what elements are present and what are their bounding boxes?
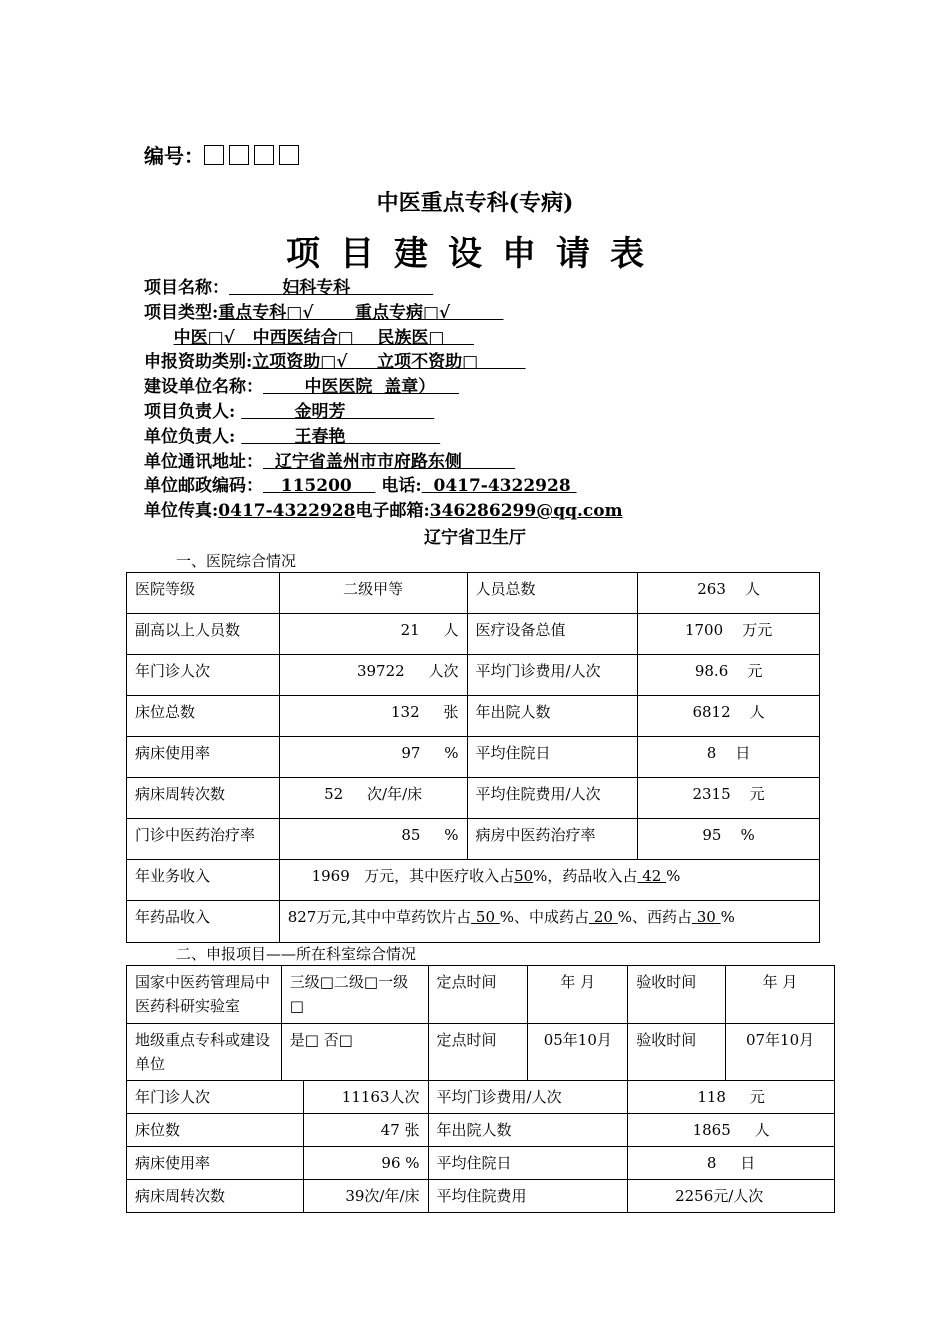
unit2: 元 [749,785,765,803]
unit1: 次/年/床 [367,785,423,803]
value2: 1700 [684,621,724,639]
income-drug-pct: 42 [642,867,662,885]
department-summary-body [127,1081,835,1213]
income-amount: 1969 [311,867,350,885]
key-spec-accept-label: 验收时间 [628,1024,726,1081]
label2: 平均住院日 [428,1147,628,1180]
cell-value2 [628,1180,835,1213]
cell-value2 [638,655,820,696]
unit-name-label: 建设单位名称： [144,377,263,398]
unit1: % [444,744,459,762]
unit2: 万元 [742,621,773,639]
label2: 平均住院费用 [428,1180,628,1213]
cell-value1 [279,737,467,778]
herbal-pct: 50 [475,908,495,926]
value2: 1865 [692,1121,731,1139]
section2-title: 二、申报项目——所在科室综合情况 [176,945,417,963]
table-row [127,860,820,901]
email-value: 346286299@qq.com [429,501,623,522]
unit2: 人 [749,703,765,721]
table-row [127,737,820,778]
value2: 95 [702,826,722,844]
lab-label: 国家中医药管理局中医药科研实验室 [127,966,282,1024]
serial-box-3 [254,145,274,165]
cell-value1 [279,696,467,737]
value1: 97 [401,744,421,762]
value1: 39次/年/床 [303,1180,428,1213]
drug-income-text1: 827万元,其中中草药饮片占 [287,908,472,926]
unit2: 日 [740,1154,756,1172]
label1: 医院等级 [127,573,280,614]
unit-name-text: 中医医院 盖章） [304,377,436,398]
label2: 平均门诊费用/人次 [428,1081,628,1114]
label2: 平均门诊费用/人次 [467,655,638,696]
value2: 98.6 [694,662,729,680]
unit2: 元 [747,662,763,680]
project-lead-label: 项目负责人: [144,401,236,422]
patent-pct: 20 [593,908,613,926]
project-lead-value [241,402,434,422]
value1: 二级甲等 [343,580,404,598]
phone-label: 电话: [381,476,422,497]
label1: 门诊中医药治疗率 [127,819,280,860]
funding-label: 申报资助类别: [144,352,253,373]
lab-accept-value: 年 月 [726,966,835,1024]
cell-value1 [279,819,467,860]
serial-number [144,140,304,169]
patent-pct-wrap [589,908,618,926]
key-spec-yesno: 是□ 否□ [281,1024,428,1081]
value1: 52 [324,785,344,803]
document-subtitle: 项目建设申请表 [286,234,664,274]
unit-lead-value [241,427,440,447]
value2: 2315 [692,785,731,803]
department-summary-table [126,965,835,1213]
value2: 2256元/人次 [675,1187,764,1205]
funding-value [252,352,525,372]
income-medical-pct: 50 [514,867,534,885]
table-row [127,819,820,860]
project-type-text-2: 中医□√ 中西医结合□ 民族医□ [173,327,445,348]
drug-income-label: 年药品收入 [127,901,280,943]
unit-name-value [263,377,459,397]
cell-value2 [638,778,820,819]
postcode-label: 单位邮政编码： [144,476,263,497]
table-row [127,1024,835,1081]
postcode-text: 115200 [280,476,352,497]
table-row [127,614,820,655]
cell-value2 [628,1147,835,1180]
unit2: 元 [749,1088,765,1106]
lab-fixed-value: 年 月 [528,966,628,1024]
address-value [263,452,515,472]
drug-income-text4: % [720,908,735,926]
unit1: 人 [443,621,459,639]
cell-value2 [628,1081,835,1114]
table-row [127,573,820,614]
field-funding [144,350,623,375]
label1: 病床使用率 [127,737,280,778]
label1: 年门诊人次 [127,1081,304,1114]
key-spec-accept-value: 07年10月 [726,1024,835,1081]
section1-title: 一、医院综合情况 [176,552,297,570]
label2: 年出院人数 [467,696,638,737]
cell-value2 [638,696,820,737]
table-row [127,696,820,737]
value1: 11163人次 [303,1081,428,1114]
income-text1: 万元，其中医疗收入占 [364,867,515,885]
cell-value2 [638,819,820,860]
cell-value1 [279,614,467,655]
cell-value1 [279,655,467,696]
unit2: 日 [735,744,751,762]
label1: 副高以上人员数 [127,614,280,655]
value1: 132 [391,703,420,721]
value2: 8 [706,744,717,762]
project-name-value [229,278,433,298]
unit1: 张 [443,703,459,721]
postcode-value [263,476,375,496]
label2: 病房中医药治疗率 [467,819,638,860]
label1: 病床周转次数 [127,778,280,819]
serial-number-label: 编号： [144,144,204,168]
field-postcode-phone [144,474,623,499]
label2: 年出院人数 [428,1114,628,1147]
label2: 人员总数 [467,573,638,614]
table-row [127,966,835,1024]
cell-value2 [638,737,820,778]
phone-value [422,476,577,496]
field-project-lead [144,400,623,425]
unit-lead-text: 王春艳 [294,426,346,447]
unit2: 人 [754,1121,770,1139]
address-text: 辽宁省盖州市市府路东侧 [274,451,462,472]
field-project-type [144,301,623,326]
drug-income-text3: %、西药占 [617,908,692,926]
unit-lead-label: 单位负责人: [144,426,236,447]
value2: 8 [706,1154,717,1172]
western-pct: 30 [696,908,716,926]
label2: 医疗设备总值 [467,614,638,655]
unit2: 人 [744,580,760,598]
label1: 病床周转次数 [127,1180,304,1213]
table-row [127,1147,835,1180]
project-lead-text: 金明芳 [294,401,346,422]
western-pct-wrap [692,908,721,926]
address-label: 单位通讯地址： [144,451,263,472]
key-spec-label: 地级重点专科或建设单位 [127,1024,282,1081]
unit1: % [444,826,459,844]
field-unit-lead [144,425,623,450]
hospital-summary-body [127,573,820,860]
lab-levels: 三级□二级□一级□ [281,966,428,1024]
email-label: 电子邮箱: [355,501,430,522]
income-label: 年业务收入 [127,860,280,901]
field-project-type-2 [144,326,623,351]
unit2: % [740,826,755,844]
income-text3: % [666,867,681,885]
fax-value: 0417-4322928 [218,501,356,522]
drug-income-text2: %、中成药占 [499,908,590,926]
label1: 床位数 [127,1114,304,1147]
table-row [127,1114,835,1147]
value2: 263 [697,580,726,598]
income-text2: %，药品收入占 [533,867,638,885]
serial-box-1 [204,145,224,165]
value2: 118 [697,1088,726,1106]
cell-value2 [638,614,820,655]
funding-text: 立项资助□√ 立项不资助□ [252,352,479,373]
table-row [127,1180,835,1213]
table-row [127,901,820,943]
table-row [127,1081,835,1114]
income-drug-pct-wrap [637,867,666,885]
field-address [144,450,623,475]
field-unit-name [144,375,623,400]
field-project-name [144,276,623,301]
hospital-summary-table [126,572,820,943]
cell-value1 [279,573,467,614]
label1: 床位总数 [127,696,280,737]
label1: 病床使用率 [127,1147,304,1180]
fax-label: 单位传真: [144,501,219,522]
lab-fixed-label: 定点时间 [428,966,528,1024]
serial-box-2 [229,145,249,165]
value1: 39722 [356,662,405,680]
key-spec-fixed-value: 05年10月 [528,1024,628,1081]
table-row [127,655,820,696]
project-name-text: 妇科专科 [282,278,351,298]
value2: 6812 [692,703,731,721]
value1: 85 [401,826,421,844]
table-row [127,778,820,819]
document-title: 中医重点专科(专病) [376,190,574,216]
field-fax-email [144,499,623,524]
lab-accept-label: 验收时间 [628,966,726,1024]
cell-value1 [279,778,467,819]
income-value [279,860,819,901]
project-type-value-2 [174,328,474,348]
label2: 平均住院费用/人次 [467,778,638,819]
project-name-label: 项目名称： [144,278,229,298]
project-type-value [218,303,503,323]
project-type-label: 项目类型: [144,302,219,323]
label2: 平均住院日 [467,737,638,778]
value1: 96 % [303,1147,428,1180]
value1: 21 [400,621,420,639]
label1: 年门诊人次 [127,655,280,696]
drug-income-value [279,901,819,943]
herbal-pct-wrap [471,908,500,926]
value1: 47 张 [303,1114,428,1147]
cell-value2 [628,1114,835,1147]
serial-box-4 [279,145,299,165]
project-type-text: 重点专科□√ 重点专病□√ [218,302,451,323]
unit1: 人次 [428,662,459,680]
key-spec-fixed-label: 定点时间 [428,1024,528,1081]
application-fields [144,276,623,524]
phone-text: 0417-4322928 [433,476,571,497]
issuer: 辽宁省卫生厅 [424,528,526,548]
cell-value2 [638,573,820,614]
